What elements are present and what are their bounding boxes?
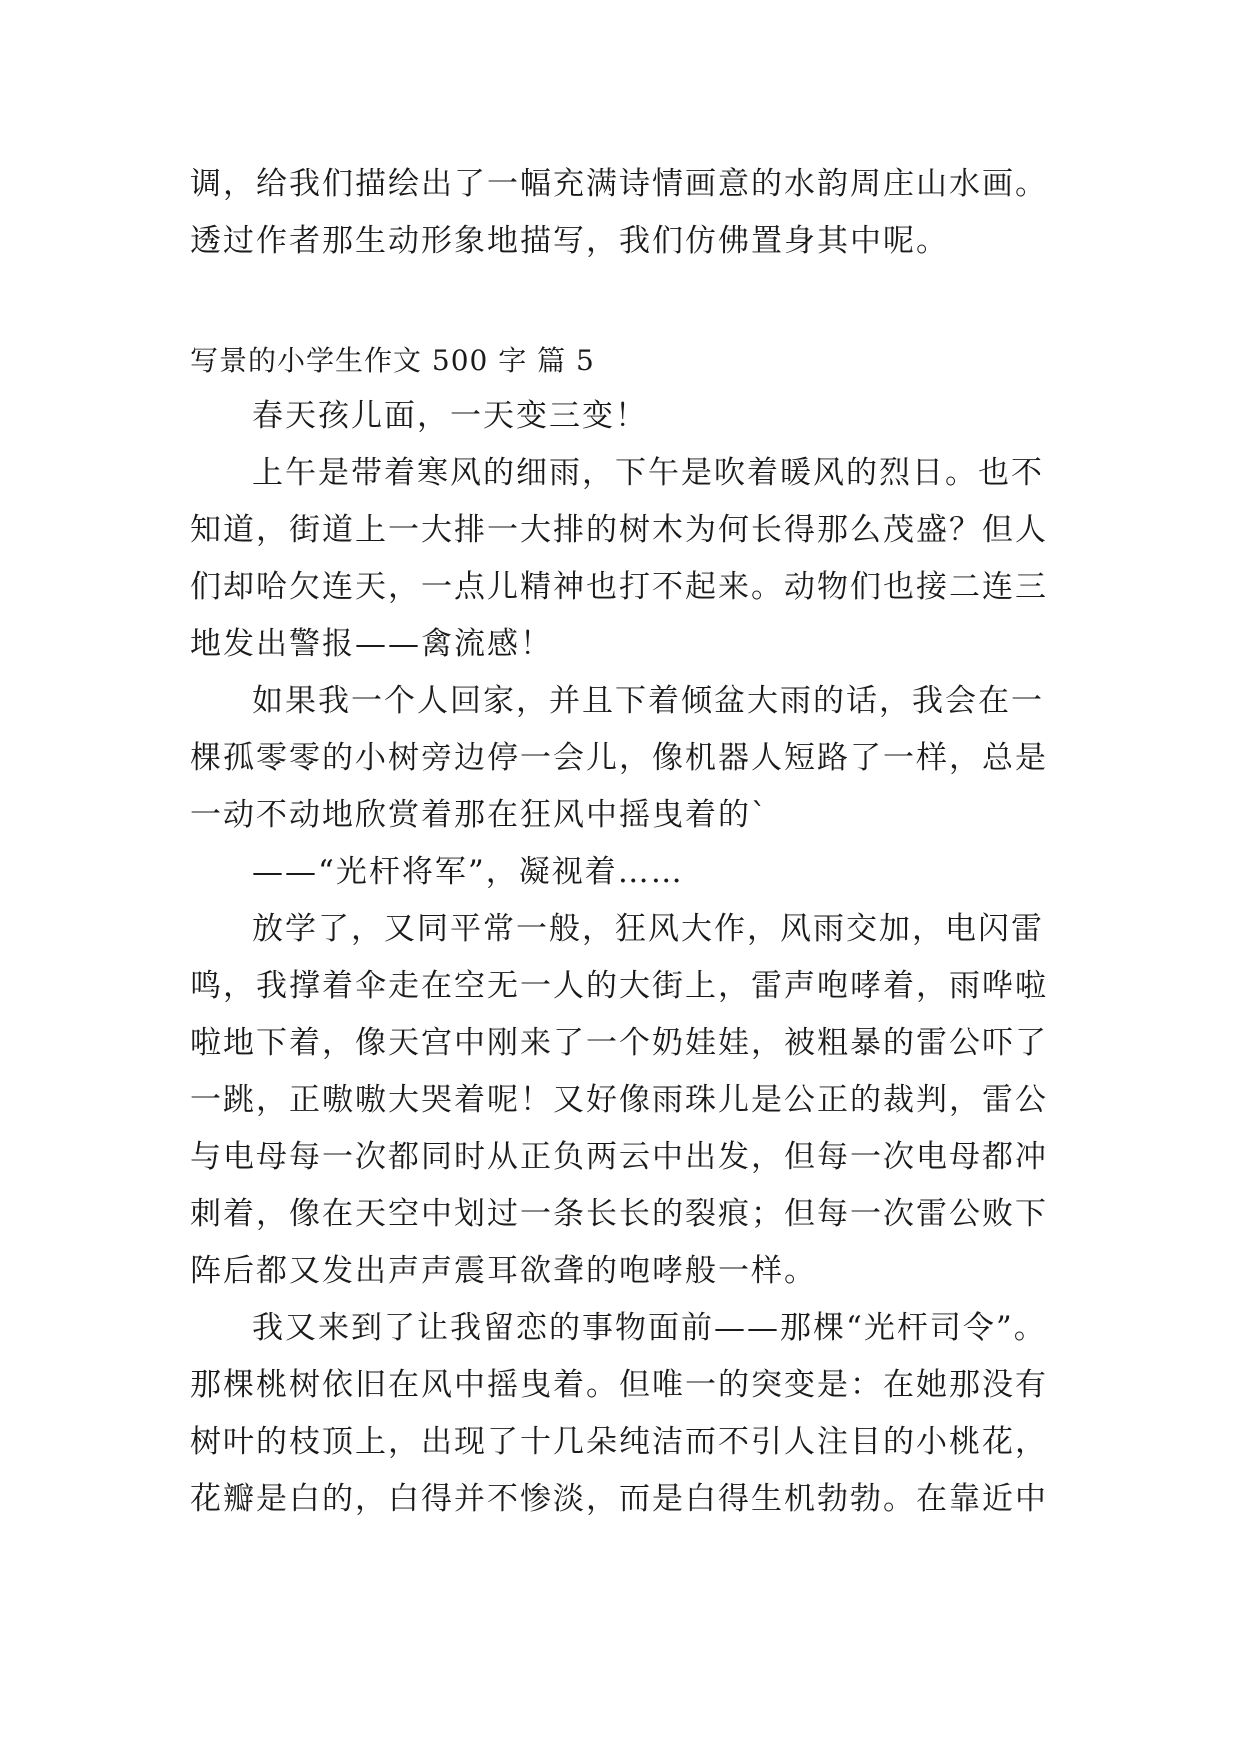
text-line: 们却哈欠连天，一点儿精神也打不起来。动物们也接二连三 [190, 569, 1048, 605]
text-line: 放学了，又同平常一般，狂风大作，风雨交加，电闪雷 [252, 911, 1044, 947]
essay-body [190, 388, 1070, 1528]
text-line: 春天孩儿面，一天变三变！ [252, 398, 648, 434]
text-line: 刺着，像在天空中划过一条长长的裂痕；但每一次雷公败下 [190, 1196, 1048, 1232]
text-line: 如果我一个人回家，并且下着倾盆大雨的话，我会在一 [252, 683, 1044, 719]
text-line: 鸣，我撑着伞走在空无一人的大街上，雷声咆哮着，雨哗啦 [190, 968, 1048, 1004]
text-line: 透过作者那生动形象地描写，我们仿佛置身其中呢。 [190, 223, 949, 259]
text-line: 一动不动地欣赏着那在狂风中摇曳着的` [190, 797, 769, 833]
text-line: 那棵桃树依旧在风中摇曳着。但唯一的突变是：在她那没有 [190, 1367, 1048, 1403]
text-line: 花瓣是白的，白得并不惨淡，而是白得生机勃勃。在靠近中 [190, 1481, 1048, 1517]
text-line: ——“光杆将军”，凝视着…… [252, 854, 684, 890]
text-line: 上午是带着寒风的细雨，下午是吹着暖风的烈日。也不 [252, 455, 1044, 491]
text-line: 我又来到了让我留恋的事物面前——那棵“光杆司令”。 [252, 1310, 1047, 1346]
text-line: 地发出警报——禽流感！ [190, 626, 553, 662]
text-line: 树叶的枝顶上，出现了十几朵纯洁而不引人注目的小桃花， [190, 1424, 1048, 1460]
text-line: 与电母每一次都同时从正负两云中出发，但每一次电母都冲 [190, 1139, 1048, 1175]
text-line: 知道，街道上一大排一大排的树木为何长得那么茂盛？但人 [190, 512, 1048, 548]
text-line: 一跳，正嗷嗷大哭着呢！又好像雨珠儿是公正的裁判，雷公 [190, 1082, 1048, 1118]
text-line: 啦地下着，像天宫中刚来了一个奶娃娃，被粗暴的雷公吓了 [190, 1025, 1048, 1061]
section-title: 写景的小学生作文 500 字 篇 5 [190, 344, 595, 377]
continuation-paragraph [190, 156, 1070, 270]
text-line: 棵孤零零的小树旁边停一会儿，像机器人短路了一样，总是 [190, 740, 1048, 776]
text-line: 调，给我们描绘出了一幅充满诗情画意的水韵周庄山水画。 [190, 166, 1048, 202]
text-line: 阵后都又发出声声震耳欲聋的咆哮般一样。 [190, 1253, 817, 1289]
